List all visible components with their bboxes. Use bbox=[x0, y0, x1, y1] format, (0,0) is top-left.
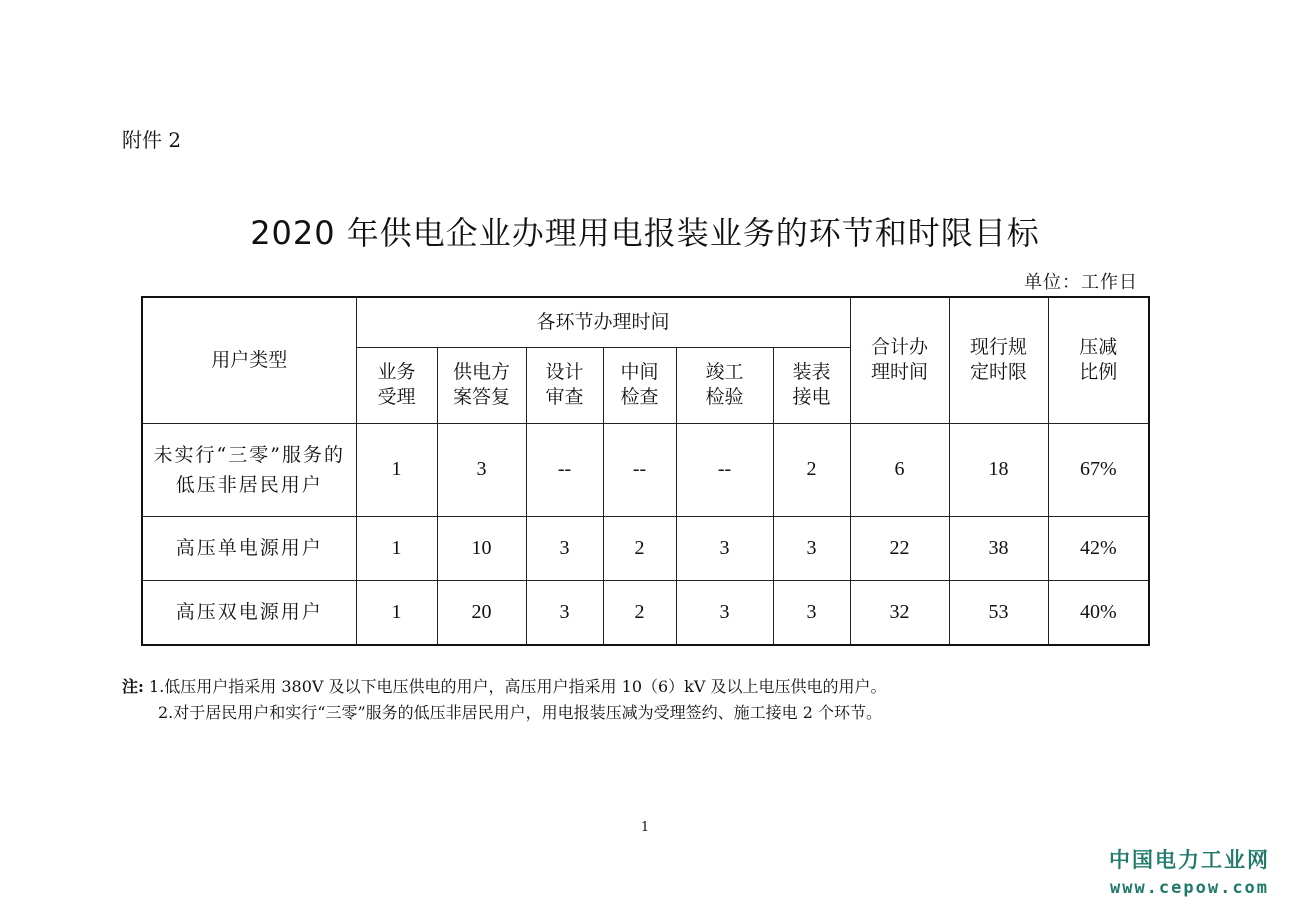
table-cell: 32 bbox=[850, 580, 949, 645]
table-cell: 3 bbox=[526, 580, 603, 645]
table-cell: 3 bbox=[437, 423, 526, 516]
table-cell: -- bbox=[603, 423, 676, 516]
header-stage-design-review: 设计 审查 bbox=[526, 347, 603, 423]
header-stage-meter-connect: 装表 接电 bbox=[773, 347, 850, 423]
time-limit-table bbox=[141, 296, 1150, 646]
table-cell: 3 bbox=[773, 516, 850, 580]
header-stage-acceptance: 业务 受理 bbox=[356, 347, 437, 423]
table-cell: 40% bbox=[1048, 580, 1149, 645]
header-current-limit: 现行规 定时限 bbox=[949, 297, 1048, 423]
table-cell: 6 bbox=[850, 423, 949, 516]
table-cell: -- bbox=[676, 423, 773, 516]
table-cell: 18 bbox=[949, 423, 1048, 516]
table-cell: 10 bbox=[437, 516, 526, 580]
table-cell: 53 bbox=[949, 580, 1048, 645]
table-cell: 1 bbox=[356, 423, 437, 516]
watermark-cn: 中国电力工业网 bbox=[1109, 848, 1270, 872]
table-row bbox=[142, 580, 1149, 645]
table-row bbox=[142, 516, 1149, 580]
notes bbox=[122, 674, 887, 726]
table-cell: 3 bbox=[526, 516, 603, 580]
header-stage-plan-reply: 供电方 案答复 bbox=[437, 347, 526, 423]
table-cell: 22 bbox=[850, 516, 949, 580]
note-2: 2.对于居民用户和实行“三零”服务的低压非居民用户，用电报装压减为受理签约、施工接电 2 个环节。 bbox=[158, 703, 882, 722]
table-cell: 2 bbox=[603, 516, 676, 580]
row-label: 未实行“三零”服务的 低压非居民用户 bbox=[142, 423, 356, 516]
document-title: 2020 年供电企业办理用电报装业务的环节和时限目标 bbox=[250, 214, 1040, 252]
unit-label: 单位：工作日 bbox=[1024, 272, 1138, 293]
table-cell: 1 bbox=[356, 516, 437, 580]
header-stage-mid-inspection: 中间 检查 bbox=[603, 347, 676, 423]
header-stage-completion-check: 竣工 检验 bbox=[676, 347, 773, 423]
page-number: 1 bbox=[640, 820, 650, 835]
table-cell: 3 bbox=[773, 580, 850, 645]
header-user-type: 用户类型 bbox=[142, 297, 356, 423]
table-cell: -- bbox=[526, 423, 603, 516]
header-total: 合计办 理时间 bbox=[850, 297, 949, 423]
table-cell: 38 bbox=[949, 516, 1048, 580]
table-cell: 1 bbox=[356, 580, 437, 645]
table-cell: 67% bbox=[1048, 423, 1149, 516]
watermark-logo bbox=[1109, 844, 1270, 898]
table-row bbox=[142, 423, 1149, 516]
table-cell: 2 bbox=[773, 423, 850, 516]
table-cell: 3 bbox=[676, 580, 773, 645]
row-label: 高压双电源用户 bbox=[142, 580, 356, 645]
row-label: 高压单电源用户 bbox=[142, 516, 356, 580]
header-stages-group: 各环节办理时间 bbox=[356, 297, 850, 347]
notes-label: 注: bbox=[122, 677, 144, 696]
header-reduction: 压减 比例 bbox=[1048, 297, 1149, 423]
note-1: 1.低压用户指采用 380V 及以下电压供电的用户，高压用户指采用 10（6）kV 及以上电压供电的用户。 bbox=[149, 677, 887, 696]
table-cell: 2 bbox=[603, 580, 676, 645]
table-cell: 20 bbox=[437, 580, 526, 645]
table-cell: 3 bbox=[676, 516, 773, 580]
table-cell: 42% bbox=[1048, 516, 1149, 580]
watermark-url: www.cepow.com bbox=[1109, 878, 1270, 898]
attachment-label: 附件 2 bbox=[122, 128, 182, 152]
